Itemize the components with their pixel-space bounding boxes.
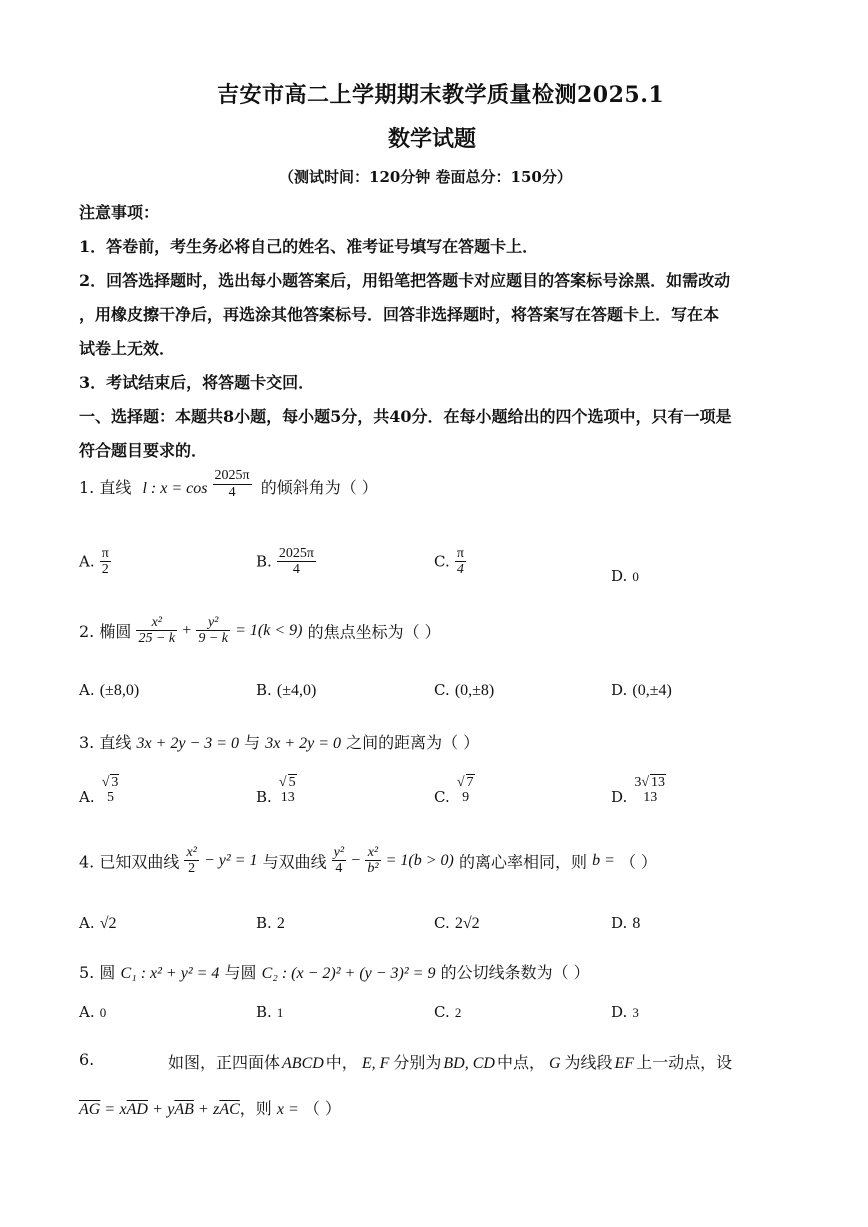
q5-circle-1: C₁ : x² + y² = 4 bbox=[120, 965, 220, 982]
q3-equation-1: 3x + 2y − 3 = 0 bbox=[136, 735, 240, 752]
q4-option-b: B. 2 bbox=[256, 914, 285, 932]
q1-suffix: 的倾斜角为（ ） bbox=[260, 478, 378, 497]
q4-b-equals: b = bbox=[592, 851, 615, 869]
question-5 bbox=[79, 960, 590, 983]
q1-option-b: B. $\frac{2025\pi}{4}$ bbox=[256, 546, 314, 578]
exam-title: 吉安市高二上学期期末教学质量检测2025.1 bbox=[217, 82, 665, 108]
q5-option-c: C. 2 bbox=[434, 1003, 462, 1021]
q4-hyperbola-2-frac-b: $\frac{\text{x²}}{\text{b²}}$ bbox=[367, 845, 379, 877]
question-6-number: 6. bbox=[79, 1050, 95, 1069]
q3-option-b: B. √ 5 13 bbox=[256, 775, 296, 806]
q6-x-equals: x = bbox=[276, 1101, 299, 1118]
q5-prefix: 5. 圆 bbox=[79, 963, 116, 982]
q5-circle-2: C₂ : (x − 2)² + (y − 3)² = 9 bbox=[261, 965, 436, 982]
q2-tail: = 1(k < 9) bbox=[235, 621, 303, 639]
question-3 bbox=[79, 730, 479, 753]
q2-option-c: C. (0,±8) bbox=[434, 681, 495, 699]
vector-ac: $\overline{AC}$ bbox=[219, 1101, 240, 1118]
q5-option-d: D. 3 bbox=[611, 1003, 639, 1021]
q3-suffix: 之间的距离为（ ） bbox=[346, 733, 480, 752]
section-heading-cont: 符合题目要求的． bbox=[79, 441, 208, 460]
q6-paren: （ ） bbox=[303, 1099, 341, 1118]
section-heading: 一、选择题：本题共8小题，每小题5分，共40分．在每小题给出的四个选项中，只有一项是 bbox=[79, 407, 732, 426]
q4-hyperbola-2-frac-a: $\frac{\text{y²}}{4}$ bbox=[333, 845, 345, 877]
q4-paren: （ ） bbox=[619, 852, 658, 872]
notice-item-2: 2．回答选择题时，选出每小题答案后，用铅笔把答题卡对应题目的答案标号涂黑．如需改动 bbox=[79, 271, 731, 290]
q5-suffix: 的公切线条数为（ ） bbox=[440, 963, 590, 982]
question-2: 2. 椭圆 $\frac{\text{x²}}{25 - k}$ + $\frac{\text{y²}}{9 - k}$ = 1(k < 9) 的焦点坐标为（ ） bbox=[79, 615, 441, 647]
q3-option-d: D. 3√ 13 13 bbox=[611, 775, 666, 806]
q1-formula-lhs: l : x = cos bbox=[142, 480, 208, 498]
q1-option-c: C. $\frac{\pi}{4}$ bbox=[434, 546, 464, 578]
q2-fraction-2: $\frac{\text{y²}}{9 - k}$ bbox=[198, 615, 229, 647]
q4-option-a: A. √2 bbox=[79, 914, 117, 932]
q5-option-b: B. 1 bbox=[256, 1003, 284, 1021]
q4-option-d: D. 8 bbox=[611, 914, 641, 932]
q5-mid: 与圆 bbox=[224, 963, 257, 982]
notice-item-2-cont: ，用橡皮擦干净后，再选涂其他答案标号．回答非选择题时，将答案写在答题卡上．写在本 bbox=[79, 305, 720, 324]
question-4: 4. 已知双曲线 $\frac{\text{x²}}{2}$ − y² = 1 与双曲线 $\frac{\text{y²}}{4}$ − $\frac{\text{x²}}{\text{b²}}$ = 1(b > 0) 的离心率相同，则 b = （ ） bbox=[79, 845, 658, 877]
vector-ab: $\overline{AB}$ bbox=[174, 1101, 194, 1118]
notice-heading: 注意事项： bbox=[79, 203, 160, 222]
exam-subtitle: 数学试题 bbox=[388, 126, 477, 152]
notice-item-1: 1．答卷前，考生务必将自己的姓名、准考证号填写在答题卡上． bbox=[79, 237, 539, 256]
q4-suffix: 的离心率相同，则 bbox=[458, 852, 587, 872]
q2-option-a: A. (±8,0) bbox=[79, 681, 140, 699]
vector-ad: $\overline{AD}$ bbox=[126, 1101, 148, 1118]
notice-item-3: 3．考试结束后，将答题卡交回． bbox=[79, 373, 315, 392]
vector-ag: $\overline{AG}$ bbox=[79, 1101, 101, 1118]
q1-option-d: D. 0 bbox=[611, 567, 639, 585]
q1-option-a: A. $\frac{\pi}{2}$ bbox=[79, 546, 109, 578]
q4-hyperbola-1-tail: − y² = 1 bbox=[203, 851, 258, 869]
q3-prefix: 3. 直线 bbox=[79, 733, 132, 752]
exam-meta: （测试时间：120分钟 卷面总分：150分） bbox=[279, 168, 572, 186]
q1-formula-fraction: $\frac{2025\pi}{4}$ bbox=[214, 468, 250, 500]
q2-suffix: 的焦点坐标为（ ） bbox=[307, 622, 441, 642]
q4-prefix: 4. 已知双曲线 bbox=[79, 852, 180, 872]
q1-prefix: 1. 直线 bbox=[79, 478, 132, 497]
q2-option-d: D. (0,±4) bbox=[611, 681, 672, 699]
q4-hyperbola-2-tail: = 1(b > 0) bbox=[385, 851, 454, 869]
q2-fraction-1: $\frac{\text{x²}}{25 - k}$ bbox=[138, 615, 176, 647]
q4-hyperbola-1-frac: $\frac{\text{x²}}{2}$ bbox=[186, 845, 197, 877]
question-6-line-2: $\overline{AG} = x\overline{AD} + y\overline{AB} + z\overline{AC}$，则 x = （ ） bbox=[79, 1099, 341, 1118]
notice-item-2-end: 试卷上无效． bbox=[79, 339, 176, 358]
q3-mid: 与 bbox=[244, 733, 261, 752]
question-1 bbox=[79, 468, 378, 500]
q3-equation-2: 3x + 2y = 0 bbox=[265, 735, 342, 752]
q3-option-a: A. √ 3 5 bbox=[79, 775, 119, 806]
q2-prefix: 2. 椭圆 bbox=[79, 622, 132, 642]
q2-option-b: B. (±4,0) bbox=[256, 681, 317, 699]
question-6-line-1: 如图，正四面体 ABCD 中， E, F 分别为 BD, CD 中点， G 为线段 EF 上一动点，设 bbox=[168, 1053, 733, 1072]
q5-option-a: A. 0 bbox=[79, 1003, 107, 1021]
q4-option-c: C. 2√2 bbox=[434, 914, 480, 932]
q3-option-c: C. √ 7 9 bbox=[434, 775, 474, 806]
q4-mid: 与双曲线 bbox=[262, 852, 327, 872]
